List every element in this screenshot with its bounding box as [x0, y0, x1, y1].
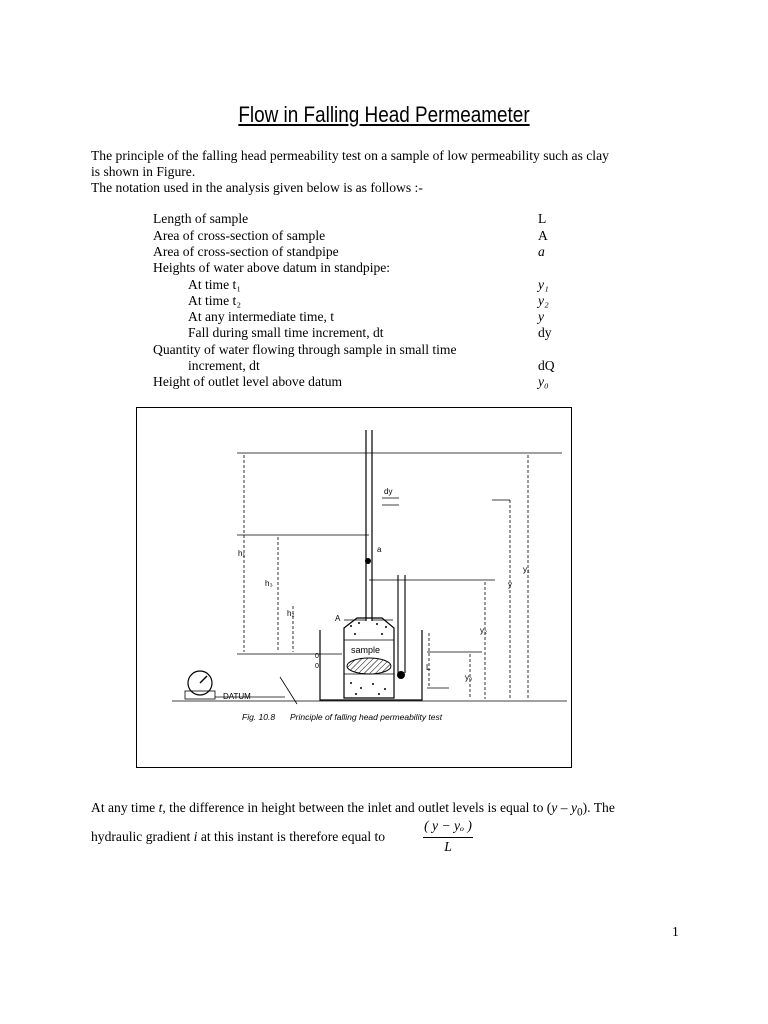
- notation-symbol: y₂: [538, 293, 549, 308]
- label-y2: y₂: [480, 626, 488, 635]
- notation-symbol: A: [538, 228, 548, 243]
- notation-symbol: dy: [538, 325, 552, 340]
- subscript-zero: 0: [576, 806, 583, 819]
- page-title: Flow in Falling Head Permeameter: [238, 102, 530, 127]
- notation-row: [0, 374, 768, 390]
- fraction-numerator: ( y − yₒ ): [424, 818, 472, 833]
- water-level-marker: [365, 558, 371, 564]
- label-h3: h₃: [265, 579, 273, 588]
- label-dy: dy: [384, 487, 393, 496]
- notation-label: Length of sample: [153, 211, 249, 226]
- notation-label: Quantity of water flowing through sample in small time: [153, 342, 457, 357]
- label-y1: y₁: [523, 565, 530, 574]
- notation-label: Heights of water above datum in standpipe:: [153, 260, 391, 275]
- body-text: , the difference in height between the inlet and outlet levels is equal to (: [162, 800, 552, 815]
- var-y: y: [551, 800, 558, 815]
- notation-row: [0, 309, 768, 325]
- body-text: At any time: [91, 800, 159, 815]
- page-number: 1: [672, 924, 679, 939]
- body-text: hydraulic gradient: [91, 829, 194, 844]
- label-L: L: [426, 663, 431, 672]
- body-text: ). The: [582, 800, 615, 815]
- label-zero-top: 0: [315, 653, 319, 660]
- label-y: y: [508, 580, 512, 589]
- var-t: t: [158, 800, 163, 815]
- notation-label: At any intermediate time, t: [188, 309, 335, 324]
- notation-row: [0, 325, 768, 341]
- notation-symbol: a: [538, 244, 545, 259]
- permeameter-figure: [136, 407, 572, 768]
- notation-label: Area of cross-section of standpipe: [153, 244, 339, 259]
- figure-caption-text: Principle of falling head permeability test: [290, 712, 443, 722]
- notation-row: [0, 277, 768, 293]
- label-sample: sample: [351, 645, 381, 655]
- notation-symbol: y: [538, 309, 545, 324]
- notation-row: [0, 228, 768, 244]
- label-y0: y₀: [465, 673, 473, 682]
- intro-line-1: The principle of the falling head permeability test on a sample of low permeability such as clay: [91, 148, 609, 163]
- fraction-denominator: L: [444, 839, 452, 854]
- label-h2: h₂: [287, 609, 295, 618]
- notation-label: Fall during small time increment, dt: [188, 325, 384, 340]
- notation-label: Height of outlet level above datum: [153, 374, 343, 389]
- notation-row: [0, 342, 768, 358]
- label-zero-bottom: 0: [315, 663, 319, 670]
- notation-symbol: y₀: [538, 374, 549, 389]
- permeameter-diagram: [137, 408, 573, 769]
- notation-row: [0, 244, 768, 260]
- label-datum: DATUM: [223, 692, 251, 701]
- figure-caption-number: Fig. 10.8: [242, 712, 276, 722]
- label-A: A: [335, 614, 341, 623]
- notation-row: [0, 260, 768, 276]
- label-a: a: [377, 545, 382, 554]
- var-i: i: [193, 829, 198, 844]
- body-line-1: [91, 800, 615, 821]
- notation-label: At time t₁: [188, 277, 242, 292]
- label-h1: h₁: [238, 549, 246, 558]
- notation-label: At time t₂: [188, 293, 242, 308]
- notation-symbol: y₁: [538, 277, 549, 292]
- body-text: at this instant is therefore equal to: [197, 829, 386, 844]
- notation-label: increment, dt: [188, 358, 260, 373]
- fraction-bar: [423, 837, 473, 838]
- notation-row: [0, 358, 768, 374]
- sample-ellipse: [347, 658, 391, 674]
- body-line-2: [91, 829, 385, 845]
- intro-line-2: is shown in Figure.: [91, 164, 196, 179]
- intro-line-3: The notation used in the analysis given below is as follows :-: [91, 180, 423, 195]
- notation-label: Area of cross-section of sample: [153, 228, 326, 243]
- notation-row: [0, 293, 768, 309]
- notation-symbol: dQ: [538, 358, 555, 373]
- notation-symbol: L: [538, 211, 547, 226]
- notation-row: [0, 211, 768, 227]
- var-y0: y: [570, 800, 577, 815]
- thermometer-bulb: [397, 671, 405, 679]
- body-text: –: [557, 800, 571, 815]
